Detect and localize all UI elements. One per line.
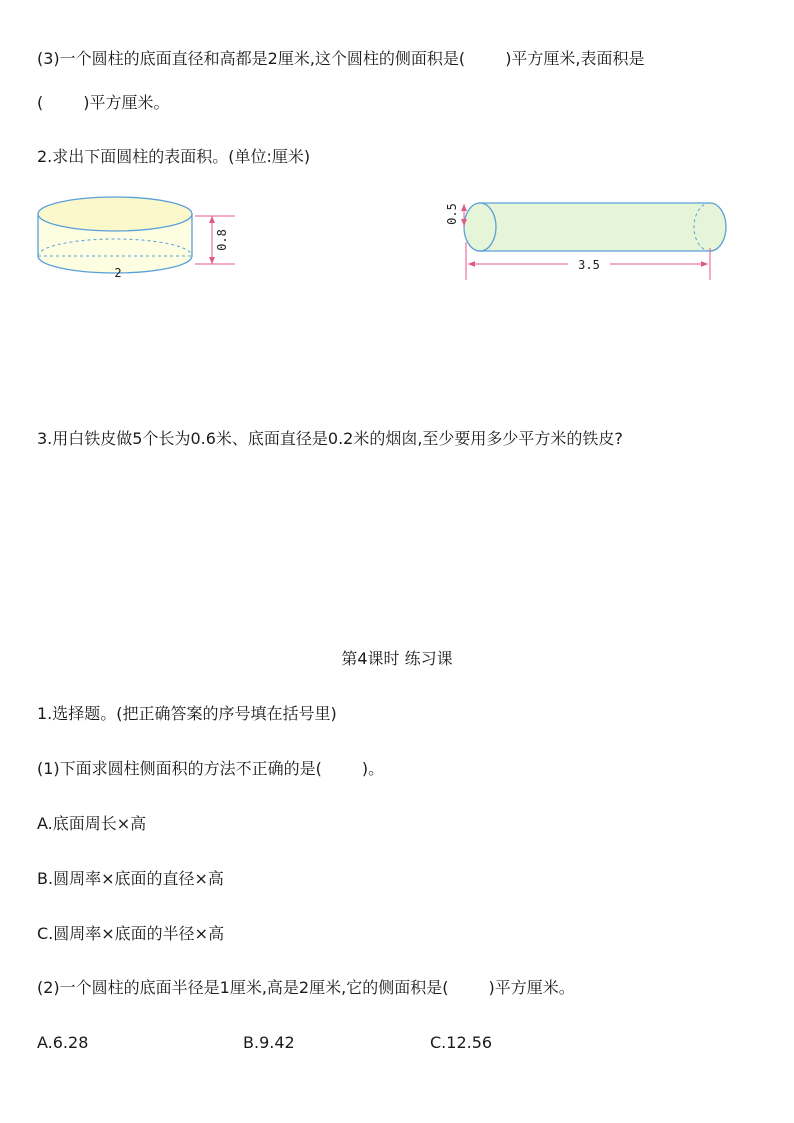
option-b-2: B.9.42	[243, 1033, 295, 1052]
cylinder-figure-2	[440, 196, 740, 286]
question-3-title: 3.用白铁皮做5个长为0.6米、底面直径是0.2米的烟囱,至少要用多少平方米的铁皮?	[37, 429, 623, 448]
question-3-text-c: (	[37, 93, 44, 112]
choice-question-2	[37, 977, 575, 999]
question-3-text-a: (3)一个圆柱的底面直径和高都是2厘米,这个圆柱的侧面积是(	[37, 49, 466, 68]
option-c: C.圆周率×底面的半径×高	[37, 924, 225, 943]
question-3-line-2	[37, 92, 170, 114]
question-3-text-b: )平方厘米,表面积是	[505, 49, 645, 68]
question-3-text-d: )平方厘米。	[83, 93, 170, 112]
question-3-line-1	[37, 48, 645, 70]
cylinder-figure-1	[30, 192, 250, 282]
length-label: 3.5	[578, 258, 600, 272]
arrow-right-icon	[701, 261, 708, 267]
choice-question-title: 1.选择题。(把正确答案的序号填在括号里)	[37, 704, 337, 723]
diameter-label-2: 0.5	[445, 203, 459, 225]
tube-body	[480, 203, 726, 251]
height-label: 0.8	[215, 229, 229, 251]
choice-question-2-text-b: )平方厘米。	[488, 978, 575, 997]
tube-left-end	[464, 203, 496, 251]
option-c-2: C.12.56	[430, 1033, 493, 1052]
arrow-down-icon	[209, 257, 215, 264]
option-a: A.底面周长×高	[37, 814, 147, 833]
option-a-2: A.6.28	[37, 1033, 89, 1052]
choice-question-1-text-b: )。	[361, 759, 385, 778]
arrow-left-icon	[468, 261, 475, 267]
choice-question-2-text-a: (2)一个圆柱的底面半径是1厘米,高是2厘米,它的侧面积是(	[37, 978, 449, 997]
choice-question-1-text-a: (1)下面求圆柱侧面积的方法不正确的是(	[37, 759, 322, 778]
cylinder-top	[38, 197, 192, 231]
diameter-label: 2	[114, 266, 122, 280]
question-2-title: 2.求出下面圆柱的表面积。(单位:厘米)	[37, 147, 311, 166]
arrow-up-icon	[461, 204, 467, 211]
option-b: B.圆周率×底面的直径×高	[37, 869, 224, 888]
lesson-title: 第4课时 练习课	[341, 649, 453, 668]
choice-question-1	[37, 758, 384, 780]
arrow-up-icon	[209, 216, 215, 223]
